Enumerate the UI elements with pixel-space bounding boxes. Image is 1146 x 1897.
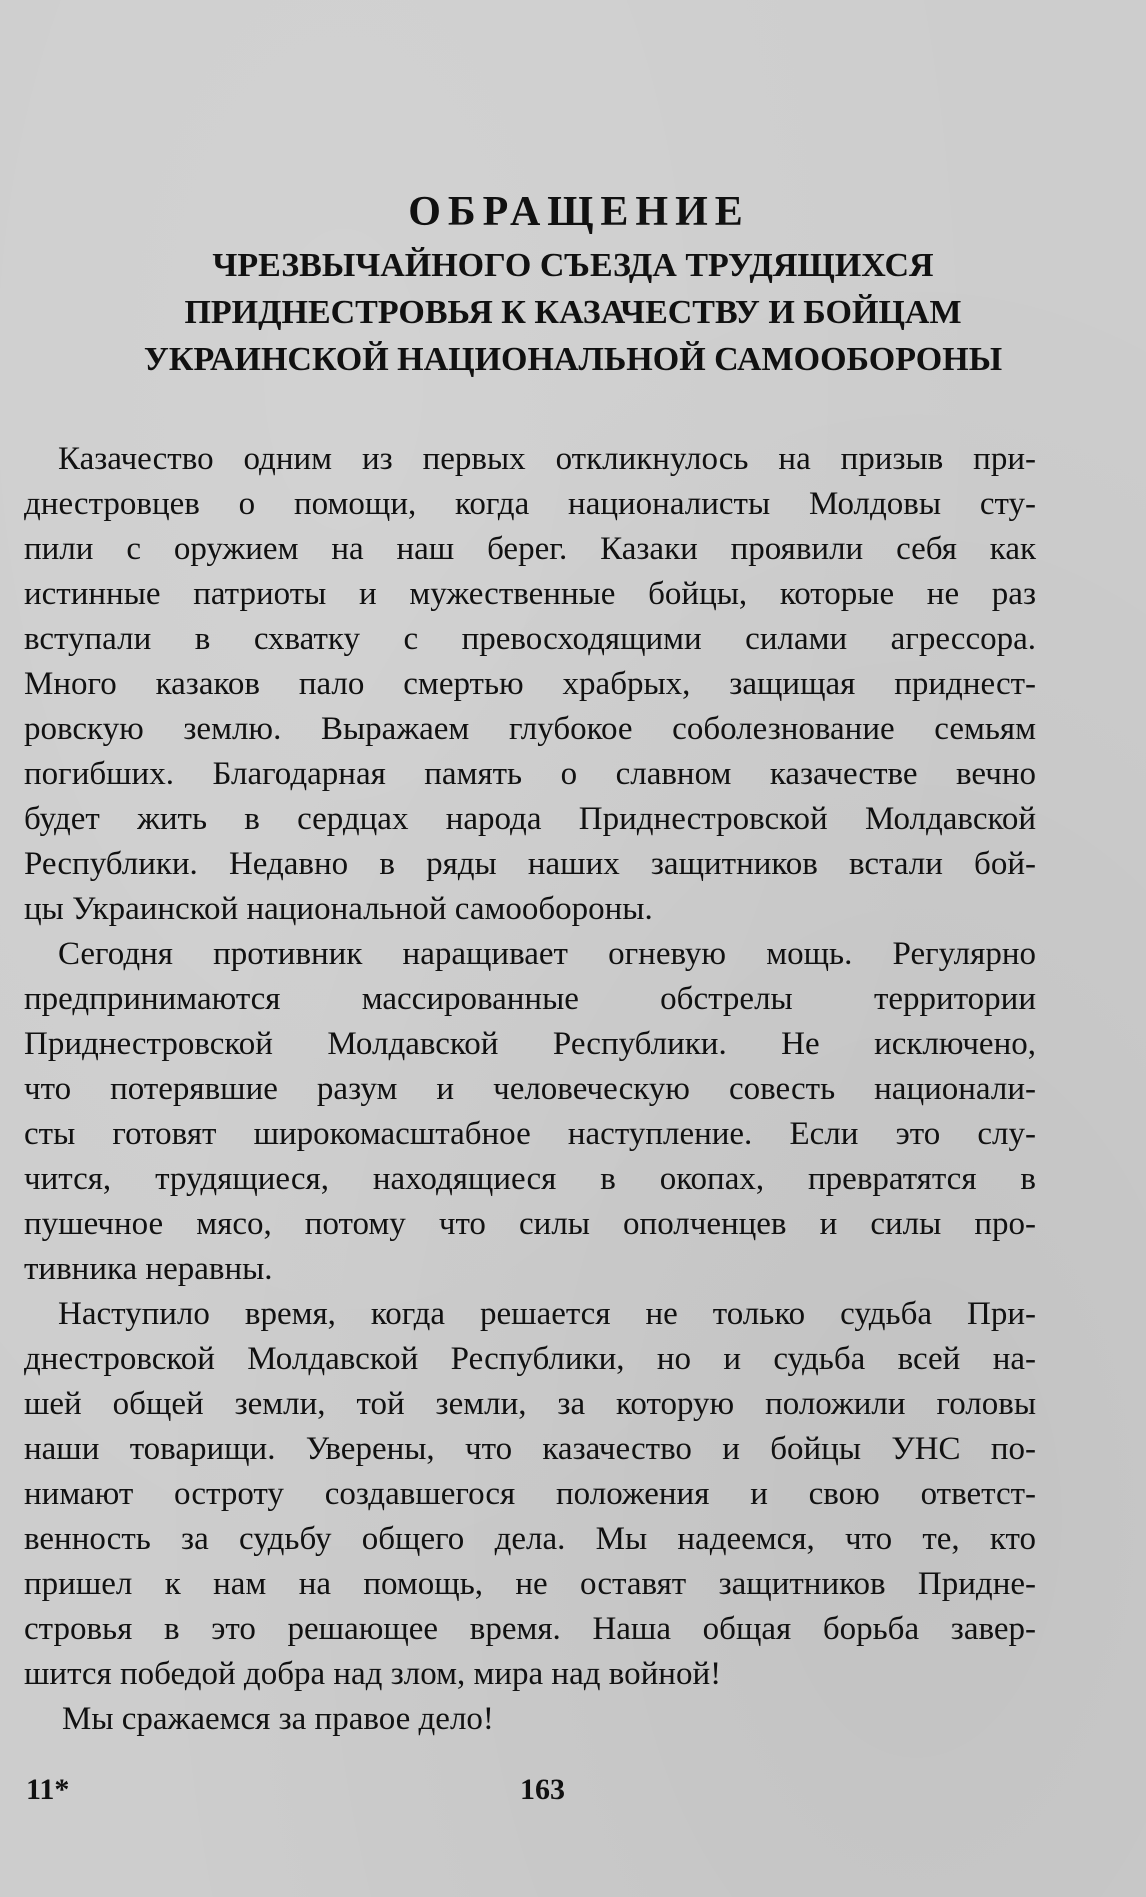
text-line: будет жить в сердцах народа Приднестровской Молдавской: [24, 801, 1036, 837]
text-line: днестровцев о помощи, когда националисты Молдовы сту-: [24, 486, 1036, 522]
text-line: венность за судьбу общего дела. Мы надеемся, что те, кто: [24, 1521, 1036, 1557]
closing-line: Мы сражаемся за правое дело!: [62, 1701, 494, 1737]
text-line: ровскую землю. Выражаем глубокое соболезнование семьям: [24, 711, 1036, 747]
text-line: пили с оружием на наш берег. Казаки проявили себя как: [24, 531, 1036, 567]
text-line: цы Украинской национальной самообороны.: [24, 891, 653, 927]
text-line: чится, трудящиеся, находящиеся в окопах, превратятся в: [24, 1161, 1036, 1197]
text-line: тивника неравны.: [24, 1251, 273, 1287]
subtitle-line: УКРАИНСКОЙ НАЦИОНАЛЬНОЙ САМООБОРОНЫ: [143, 341, 1003, 378]
document-subtitle: [40, 242, 1106, 383]
document-body: [24, 437, 1036, 1742]
text-line: Республики. Недавно в ряды наших защитников встали бой-: [24, 846, 1036, 882]
text-line: сты готовят широкомасштабное наступление. Если это слу-: [24, 1116, 1036, 1152]
subtitle-line: ЧРЕЗВЫЧАЙНОГО СЪЕЗДА ТРУДЯЩИХСЯ: [212, 247, 934, 284]
text-line: нимают остроту создавшегося положения и свою ответст-: [24, 1476, 1036, 1512]
paragraph-2: [24, 932, 1036, 1292]
subtitle-line: ПРИДНЕСТРОВЬЯ К КАЗАЧЕСТВУ И БОЙЦАМ: [184, 294, 962, 331]
text-line: наши товарищи. Уверены, что казачество и бойцы УНС по-: [24, 1431, 1036, 1467]
paragraph-1: [24, 437, 1036, 932]
text-line: предпринимаются массированные обстрелы территории: [24, 981, 1036, 1017]
text-line: истинные патриоты и мужественные бойцы, которые не раз: [24, 576, 1036, 612]
text-line: Много казаков пало смертью храбрых, защищая приднест-: [24, 666, 1036, 702]
text-line: шей общей земли, той земли, за которую положили головы: [24, 1386, 1036, 1422]
text-line: шится победой добра над злом, мира над войной!: [24, 1656, 722, 1692]
text-line: пушечное мясо, потому что силы ополченцев и силы про-: [24, 1206, 1036, 1242]
text-line: днестровской Молдавской Республики, но и судьба всей на-: [24, 1341, 1036, 1377]
text-line: Казачество одним из первых откликнулось на призыв при-: [58, 441, 1036, 477]
text-line: погибших. Благодарная память о славном казачестве вечно: [24, 756, 1036, 792]
signature-mark: 11*: [26, 1773, 70, 1806]
text-line: Наступило время, когда решается не только судьба При-: [58, 1296, 1036, 1332]
text-line: пришел к нам на помощь, не оставят защитников Придне-: [24, 1566, 1036, 1602]
text-line: стровья в это решающее время. Наша общая борьба завер-: [24, 1611, 1036, 1647]
text-line: что потерявшие разум и человеческую совесть национали-: [24, 1071, 1036, 1107]
text-line: Приднестровской Молдавской Республики. Не исключено,: [24, 1026, 1036, 1062]
document-title: ОБРАЩЕНИЕ: [408, 189, 750, 235]
text-line: Сегодня противник наращивает огневую мощь. Регулярно: [58, 936, 1036, 972]
page-number: 163: [520, 1773, 565, 1806]
text-line: вступали в схватку с превосходящими силами агрессора.: [24, 621, 1036, 657]
paragraph-3: [24, 1292, 1036, 1697]
